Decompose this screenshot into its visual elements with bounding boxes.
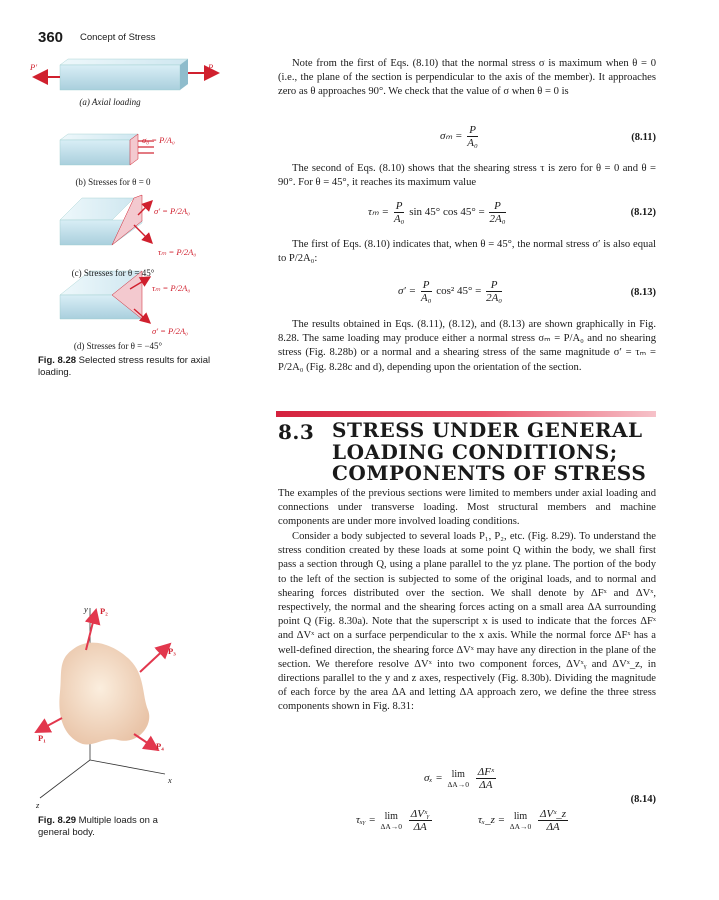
- axis-y-label: y: [84, 604, 88, 614]
- stress-label-c1: σ′ = P/2A₀: [154, 206, 190, 216]
- figure-8-29: [30, 600, 250, 810]
- section-title: STRESS UNDER GENERAL LOADING CONDITIONS; COMPONENTS OF STRESS: [332, 418, 647, 485]
- figure-8-29-number: Fig. 8.29: [38, 815, 77, 826]
- equation-8-12-tag: (8.12): [630, 207, 656, 218]
- figure-8-28-caption: [38, 355, 218, 379]
- bar-a: [34, 59, 218, 90]
- axis-x-label: x: [168, 775, 172, 785]
- caption-c: (c) Stresses for θ = 45°: [71, 268, 155, 278]
- paragraph-2: The second of Eqs. (8.10) shows that the shearing stress τ is zero for θ = 0 and θ = 90°. For θ = 45°, it reaches its maximum value: [278, 163, 656, 189]
- general-body: [59, 643, 149, 745]
- stress-label-c2: τₘ = P/2A₀: [158, 247, 197, 257]
- equation-8-14-tag: (8.14): [630, 794, 656, 805]
- z-axis: [40, 760, 90, 798]
- load-label-right: P: [208, 62, 214, 72]
- paragraph-4: The results obtained in Eqs. (8.11), (8.12), and (8.13) are shown graphically in Fig. 8.28. The same loading may produce either a normal stress σₘ = P/A₀ and no shearing stress (Fig. 8.28b) or a normal and a shearing stress of the same magnitude σ′ = τₘ = P/2A₀ (Fig. 8.28c and d), depending upon the orientation of the section.: [278, 319, 656, 373]
- equation-tau-xz: τₓ_z = lim ΔA→0 $\frac{\text{ΔVˣ\_z}}{\Delta A}$: [478, 808, 567, 833]
- figure-8-28-number: Fig. 8.28: [38, 355, 77, 366]
- axis-z-label: z: [36, 800, 40, 810]
- caption-b: (b) Stresses for θ = 0: [75, 177, 151, 187]
- equation-8-13: σ′ = $\frac{P}{\text{A₀}}$ cos² 45° = $\frac{P}{\text{2A₀}}$: [398, 279, 503, 304]
- figure-8-28-text: Selected stress results for axial loading.: [38, 355, 211, 378]
- bar-b: [60, 134, 154, 165]
- load-p3-label: P₃: [168, 646, 176, 656]
- load-p1-arrow: [36, 718, 62, 732]
- x-axis: [90, 760, 165, 774]
- running-header: Concept of Stress: [80, 32, 156, 43]
- stress-label-d2: σ′ = P/2A₀: [152, 326, 188, 336]
- load-p2-label: P₂: [100, 606, 108, 616]
- load-p1-label: P₁: [38, 733, 46, 743]
- equation-8-13-tag: (8.13): [630, 287, 656, 298]
- equation-8-12: τₘ = $\frac{P}{\text{A₀}}$ sin 45° cos 45° = $\frac{P}{\text{2A₀}}$: [368, 200, 506, 225]
- figure-8-29-caption: [38, 815, 188, 839]
- equation-8-11: σₘ = $\frac{P}{\text{A₀}}$: [440, 124, 478, 149]
- equation-sigma-x: σₓ = lim ΔA→0 $\frac{\text{ΔFˣ}}{\Delta A}$: [424, 766, 495, 791]
- load-p4-arrow: [134, 734, 158, 750]
- paragraph-6: Consider a body subjected to several loads P₁, P₂, etc. (Fig. 8.29). To understand the stress condition created by these loads at some point Q within the body, we shall first pass a section through Q, using a plane parallel to the yz plane. The portion of the body to the left of the section is subjected to some of the original loads, and to normal and shearing forces distributed over the section. We shall denote by ΔFˣ and ΔVˣ, respectively, the normal and the shearing forces acting on a small area ΔA surrounding point Q (Fig. 8.30a). Note that the superscript x is used to indicate that the forces ΔFˣ and ΔVˣ act on a surface perpendicular to the x axis. While the normal force ΔFˣ has a well-defined direction, the shearing force ΔVˣ may have any direction in the plane of the section. We therefore resolve ΔVˣ into two component forces, ΔVˣᵧ and ΔVˣ_z, in directions parallel to the y and z axes, respectively (Fig. 8.30b). Dividing the magnitude of each force by the area ΔA and letting ΔA approach zero, we define the three stress components shown in Fig. 8.31:: [278, 531, 656, 713]
- caption-d: (d) Stresses for θ = −45°: [73, 341, 163, 351]
- page-number: 360: [38, 29, 64, 46]
- section-rule: [276, 411, 656, 417]
- paragraph-3: The first of Eqs. (8.10) indicates that, when θ = 45°, the normal stress σ′ is also equal to P/2A₀:: [278, 239, 656, 265]
- load-p4-label: P₄: [156, 741, 164, 751]
- section-number: 8.3: [278, 420, 315, 444]
- figure-8-29-text: Multiple loads on a general body.: [38, 815, 158, 838]
- stress-label-d1: τₘ = P/2A₀: [152, 283, 191, 293]
- load-p3-arrow: [140, 644, 170, 672]
- load-label-left: P′: [30, 62, 38, 72]
- bar-c: [60, 195, 152, 245]
- equation-8-11-tag: (8.11): [631, 132, 656, 143]
- caption-a: (a) Axial loading: [79, 97, 141, 107]
- paragraph-5: The examples of the previous sections were limited to members under axial loading and connections under transverse loading. Most structural members and machine components are under more involved loading conditions.: [278, 488, 656, 528]
- paragraph-1: Note from the first of Eqs. (8.10) that the normal stress σ is maximum when θ = 0 (i.e., the plane of the section is perpendicular to the axis of the member). It approaches zero as θ approaches 90°. We check that the value of σ when θ = 0 is: [278, 58, 656, 98]
- equation-tau-xy: τₓᵧ = lim ΔA→0 $\frac{\text{ΔVˣᵧ}}{\Delta A}$: [356, 808, 430, 833]
- stress-label-b: σ₀ = P/A₀: [142, 135, 175, 145]
- bar-d: [60, 271, 150, 323]
